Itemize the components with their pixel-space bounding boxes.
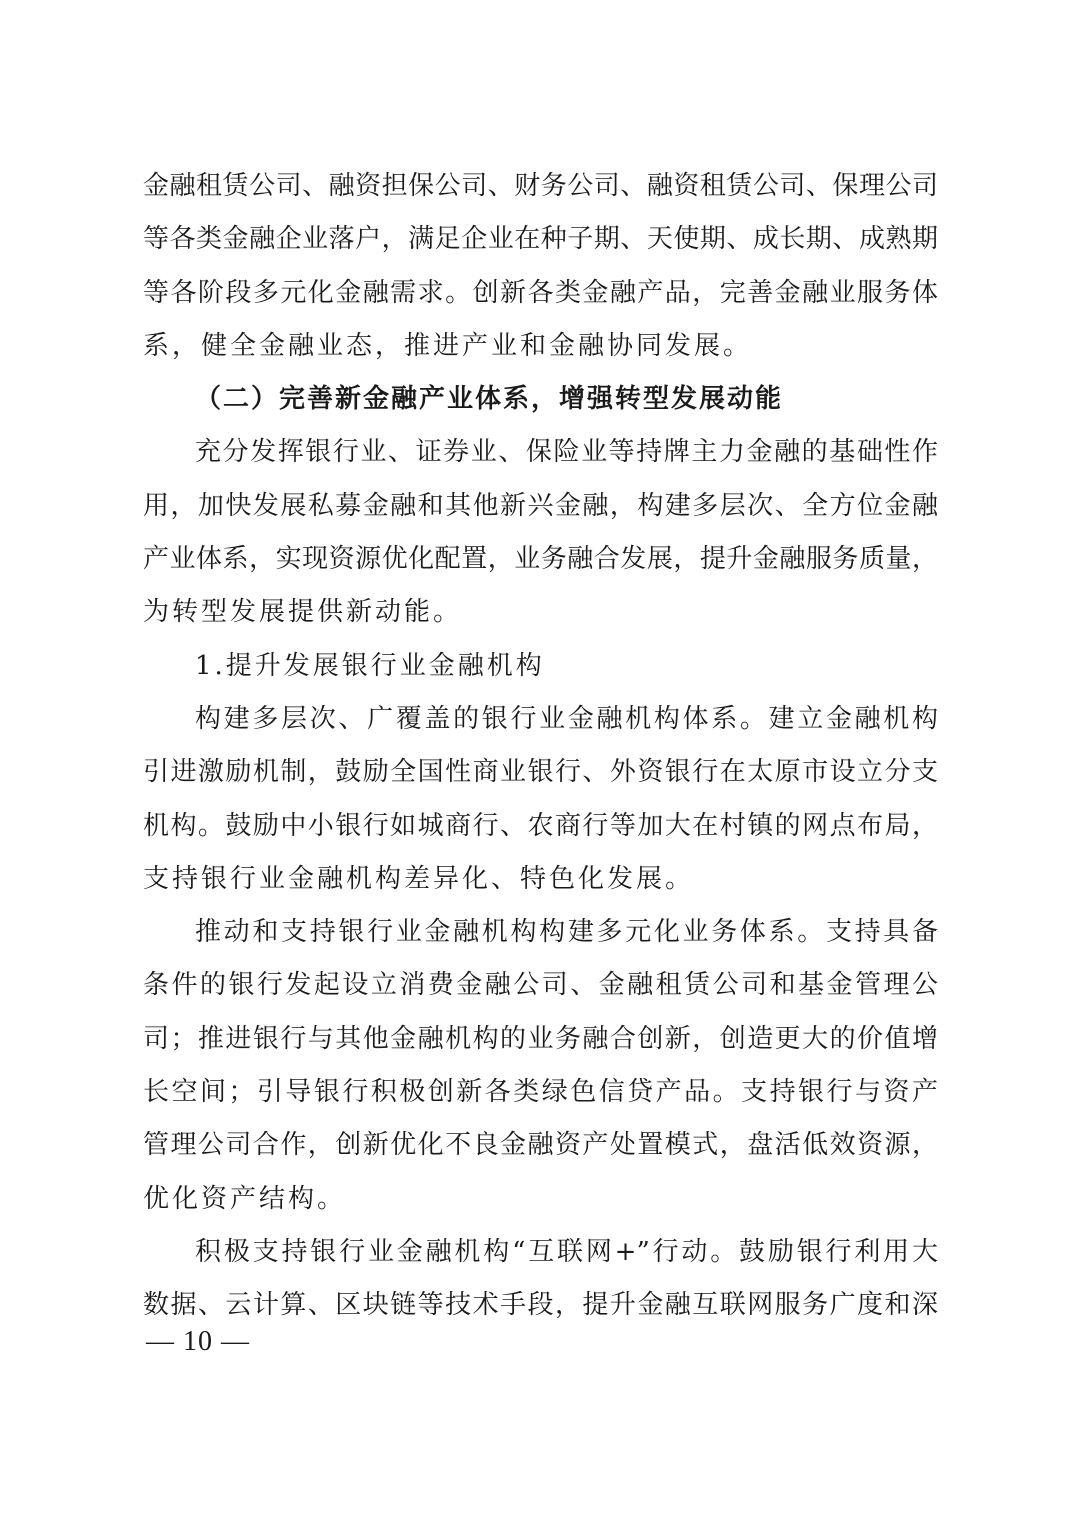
paragraph-line: 优化资产结构。 (143, 1183, 347, 1214)
paragraph-line: 为转型发展提供新动能。 (143, 597, 463, 628)
paragraph-line: 机构。鼓励中小银行如城商行、农商行等加大在村镇的网点布局， (143, 810, 938, 841)
paragraph-line: 系，健全金融业态，推进产业和金融协同发展。 (143, 330, 753, 361)
document-body (143, 160, 938, 1333)
paragraph-line: 数据、云计算、区块链等技术手段，提升金融互联网服务广度和深 (143, 1290, 938, 1321)
paragraph-line: 积极支持银行业金融机构“互联网+”行动。鼓励银行利用大 (195, 1236, 938, 1267)
paragraph-line: 用，加快发展私募金融和其他新兴金融，构建多层次、全方位金融 (143, 490, 938, 521)
page-number: — 10 — (146, 1326, 250, 1357)
paragraph-line: 金融租赁公司、融资担保公司、财务公司、融资租赁公司、保理公司 (143, 171, 938, 201)
paragraph-line: 条件的银行发起设立消费金融公司、金融租赁公司和基金管理公 (143, 970, 938, 1001)
paragraph-line: 推动和支持银行业金融机构构建多元化业务体系。支持具备 (195, 917, 938, 948)
paragraph-line: 产业体系，实现资源优化配置，业务融合发展，提升金融服务质量， (143, 544, 938, 575)
paragraph-line: 等各阶段多元化金融需求。创新各类金融产品，完善金融业服务体 (143, 277, 938, 308)
paragraph-line: 管理公司合作，创新优化不良金融资产处置模式，盘活低效资源， (143, 1130, 938, 1161)
paragraph-line: 支持银行业金融机构差异化、特色化发展。 (143, 863, 695, 894)
paragraph-line: 引进激励机制，鼓励全国性商业银行、外资银行在太原市设立分支 (143, 757, 938, 788)
paragraph-line: 等各类金融企业落户，满足企业在种子期、天使期、成长期、成熟期 (143, 224, 938, 255)
paragraph-line: 长空间；引导银行积极创新各类绿色信贷产品。支持银行与资产 (143, 1077, 938, 1108)
section-heading: （二）完善新金融产业体系，增强转型发展动能 (195, 384, 784, 415)
paragraph-line: 充分发挥银行业、证券业、保险业等持牌主力金融的基础性作 (195, 437, 938, 468)
paragraph-line: 司；推进银行与其他金融机构的业务融合创新，创造更大的价值增 (143, 1023, 938, 1054)
subsection-heading: 1.提升发展银行业金融机构 (195, 650, 545, 681)
paragraph-line: 构建多层次、广覆盖的银行业金融机构体系。建立金融机构 (195, 703, 938, 734)
